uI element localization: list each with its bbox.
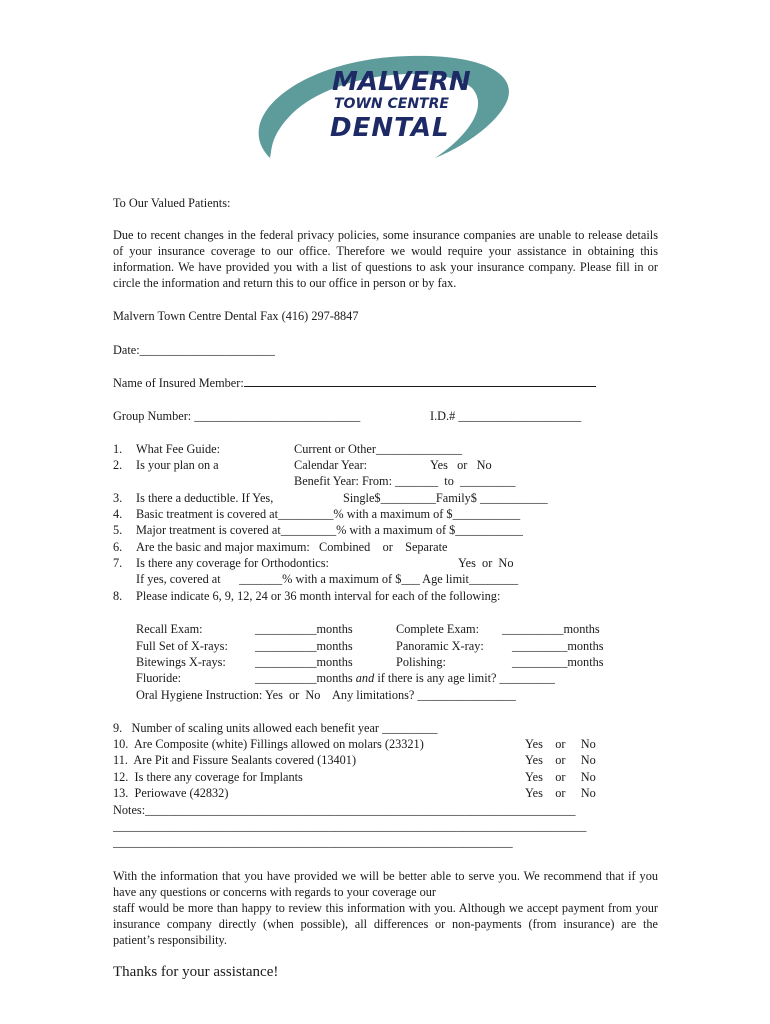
q7-yes-no[interactable]: Yes or No xyxy=(458,556,514,570)
insured-member-label: Name of Insured Member: xyxy=(113,376,244,390)
interval-blank[interactable]: __________months xyxy=(255,639,353,653)
logo-graphic xyxy=(240,48,520,176)
insured-member-field[interactable] xyxy=(113,375,596,391)
group-number-field[interactable]: Group Number: ___________________________ xyxy=(113,409,361,423)
benefit-year-field[interactable]: Benefit Year: From: _______ to _________ xyxy=(294,474,516,488)
q2-yes-no[interactable]: Yes or No xyxy=(430,458,492,472)
clinic-logo xyxy=(240,48,520,176)
fluoride-blank[interactable]: __________months xyxy=(255,671,353,685)
q2-label: Is your plan on a xyxy=(136,458,219,472)
q9-text[interactable]: 9. Number of scaling units allowed each benefit year _________ xyxy=(113,721,438,735)
notes-line-3[interactable]: _________________________________________________________________ xyxy=(113,835,513,849)
fluoride-label: Fluoride: xyxy=(136,671,182,685)
notes-line[interactable]: Notes:______________________________________________________________________ xyxy=(113,803,576,817)
q8-text: Please indicate 6, 9, 12, 24 or 36 month interval for each of the following: xyxy=(136,589,501,603)
interval-label: Bitewings X-rays: xyxy=(136,655,226,669)
q3-label: Is there a deductible. If Yes, xyxy=(136,491,274,505)
insured-member-line[interactable] xyxy=(244,375,596,387)
interval-label: Complete Exam: xyxy=(396,622,479,636)
q13-yes-no[interactable]: Yes or No xyxy=(525,786,596,800)
fluoride-and: and xyxy=(355,671,375,685)
closing-paragraph-2: staff would be more than happy to review this information with you. Although we accept payment from your insurance company directly (when possible), all differences or non-payments (from insurance) are the patient’s responsibility. xyxy=(113,901,658,947)
q12-text: 12. Is there any coverage for Implants xyxy=(113,770,303,784)
q7-text: Is there any coverage for Orthodontics: xyxy=(136,556,329,570)
interval-label: Panoramic X-ray: xyxy=(396,639,484,653)
q4-number: 4. xyxy=(113,507,123,521)
q7-subline[interactable]: If yes, covered at _______% with a maximum of $___ Age limit________ xyxy=(136,572,519,586)
q10-text: 10. Are Composite (white) Fillings allowed on molars (23321) xyxy=(113,737,424,751)
interval-blank[interactable]: __________months xyxy=(255,622,353,636)
oral-hygiene-line[interactable]: Oral Hygiene Instruction: Yes or No Any limitations? ________________ xyxy=(136,688,516,702)
q10-yes-no[interactable]: Yes or No xyxy=(525,737,596,751)
interval-label: Polishing: xyxy=(396,655,446,669)
q7-number: 7. xyxy=(113,556,123,570)
fax-line: Malvern Town Centre Dental Fax (416) 297-8847 xyxy=(113,309,359,323)
q2-answer: Calendar Year: xyxy=(294,458,368,472)
fluoride-answer[interactable] xyxy=(255,670,555,686)
q4-text[interactable]: Basic treatment is covered at_________% with a maximum of $___________ xyxy=(136,507,521,521)
date-field[interactable]: Date:______________________ xyxy=(113,343,275,357)
interval-blank[interactable]: _________months xyxy=(512,655,604,669)
logo-line1: MALVERN xyxy=(332,67,471,97)
q3-answer[interactable]: Single$_________Family$ ___________ xyxy=(343,491,548,505)
q11-yes-no[interactable]: Yes or No xyxy=(525,753,596,767)
q8-number: 8. xyxy=(113,589,123,603)
q6-text[interactable]: Are the basic and major maximum: Combined or Separate xyxy=(136,540,448,554)
closing-paragraph-1: With the information that you have provided we will be better able to serve you. We recommend that if you have any questions or concerns with regards to your coverage our xyxy=(113,869,658,899)
interval-blank[interactable]: __________months xyxy=(255,655,353,669)
q2-number: 2. xyxy=(113,458,123,472)
q13-text: 13. Periowave (42832) xyxy=(113,786,229,800)
greeting: To Our Valued Patients: xyxy=(113,196,231,210)
fluoride-rest[interactable]: if there is any age limit? _________ xyxy=(377,671,555,685)
interval-blank[interactable]: __________months xyxy=(502,622,600,636)
q1-answer[interactable]: Current or Other______________ xyxy=(294,442,463,456)
interval-blank[interactable]: _________months xyxy=(512,639,604,653)
thanks-line: Thanks for your assistance! xyxy=(113,964,279,980)
q3-number: 3. xyxy=(113,491,123,505)
q12-yes-no[interactable]: Yes or No xyxy=(525,770,596,784)
q5-text[interactable]: Major treatment is covered at_________% with a maximum of $___________ xyxy=(136,523,523,537)
q1-label: What Fee Guide: xyxy=(136,442,221,456)
q1-number: 1. xyxy=(113,442,123,456)
id-number-field[interactable]: I.D.# ____________________ xyxy=(430,409,582,423)
logo-line2: TOWN CENTRE xyxy=(334,96,449,112)
notes-line-2[interactable]: _____________________________________________________________________________ xyxy=(113,819,587,833)
intro-paragraph: Due to recent changes in the federal privacy policies, some insurance companies are unable to release details of your insurance coverage to our office. Therefore we would require your assistance in obtaining this information. We have provided you with a list of questions to ask your insurance company. Please fill in or circle the information and return this to our office in person or by fax. xyxy=(113,228,658,290)
interval-label: Recall Exam: xyxy=(136,622,203,636)
q5-number: 5. xyxy=(113,523,123,537)
q6-number: 6. xyxy=(113,540,123,554)
q11-text: 11. Are Pit and Fissure Sealants covered (13401) xyxy=(113,753,357,767)
interval-label: Full Set of X-rays: xyxy=(136,639,228,653)
logo-line3: DENTAL xyxy=(330,113,450,143)
